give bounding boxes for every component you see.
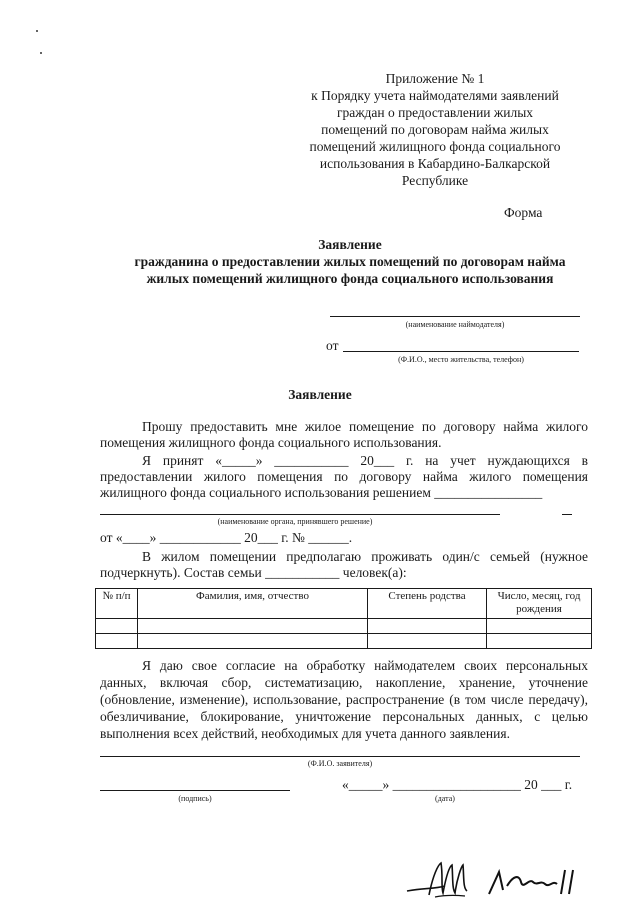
- date-line[interactable]: «_____» ___________________ 20 ___ г.: [342, 777, 573, 792]
- family-line: В жилом помещении предполагаю проживать один/с семьей (нужное: [142, 549, 588, 564]
- annex-line: помещений жилищного фонда социального: [309, 139, 561, 154]
- table-cell[interactable]: [487, 634, 592, 649]
- date-caption: (дата): [435, 794, 455, 803]
- decision-body-line[interactable]: [100, 514, 500, 515]
- header-cell-name: Фамилия, имя, отчество: [138, 589, 368, 619]
- registration-line: Я принят «_____» ___________ 20___ г. на учет нуждающихся в: [142, 453, 588, 468]
- heading-title: Заявление: [318, 237, 382, 252]
- request-paragraph: Прошу предоставить мне жилое помещение по договору найма жилого помещения жилищного фонда социального использования.: [100, 419, 588, 450]
- annex-line: к Порядку учета наймодателями заявлений: [311, 88, 559, 103]
- decision-body-line-end: [562, 514, 572, 515]
- table-cell[interactable]: [368, 634, 487, 649]
- annex-line: граждан о предоставлении жилых: [336, 105, 534, 120]
- annex-line: использования в Кабардино-Балкарской: [319, 156, 551, 171]
- consent-paragraph: Я даю свое согласие на обработку наймодателем своих персональных данных, включая сбор, систематизацию, накопление, хранение, уточнение (обновление, изменение), использование, распространение (в том числе передачу), обезличивание, блокирование, уничтожение персональных данных, с целью выполнения всех действий, необходимых для учета данного заявления.: [100, 658, 588, 741]
- subtitle: Заявление: [288, 387, 352, 402]
- header-cell-birthdate: Число, месяц, год рождения: [487, 589, 592, 619]
- scan-speck: [36, 30, 38, 32]
- table-cell[interactable]: [487, 619, 592, 634]
- document-heading: [60, 236, 640, 287]
- signature-caption: (подпись): [178, 794, 212, 803]
- landlord-caption: (наименование наймодателя): [405, 320, 505, 329]
- scan-speck: [40, 52, 42, 54]
- table-cell[interactable]: [138, 634, 368, 649]
- decision-body-caption: (наименование органа, принявшего решение): [217, 517, 373, 526]
- signature-line[interactable]: [100, 790, 290, 791]
- applicant-details-caption: (Ф.И.О., место жительства, телефон): [398, 355, 524, 364]
- header-cell-relation: Степень родства: [368, 589, 487, 619]
- table-header-row: [96, 589, 592, 619]
- registration-line: жилищного фонда социального использования решением ________________: [100, 485, 543, 500]
- applicant-details-line[interactable]: [343, 351, 579, 352]
- from-label: от: [326, 338, 339, 353]
- table-cell[interactable]: [96, 619, 138, 634]
- table-row: [96, 619, 592, 634]
- handwritten-signature: [485, 860, 585, 900]
- heading-line: гражданина о предоставлении жилых помещений по договорам найма: [134, 254, 566, 269]
- decision-date-line: от «____» ____________ 20___ г. № ______.: [100, 530, 353, 545]
- handwritten-initials: [405, 855, 480, 900]
- landlord-name-line[interactable]: [330, 316, 580, 317]
- registration-line: предоставлении жилого помещения по договору найма жилого помещения: [100, 469, 588, 484]
- annex-line: Республике: [401, 173, 469, 188]
- annex-line: помещений по договорам найма жилых: [321, 122, 549, 137]
- table-cell[interactable]: [368, 619, 487, 634]
- family-line: подчеркнуть). Состав семьи ___________ человек(а):: [100, 565, 407, 580]
- annex-block: [300, 70, 570, 189]
- table-cell[interactable]: [96, 634, 138, 649]
- form-label: Форма: [504, 205, 543, 220]
- annex-line: Приложение № 1: [385, 71, 485, 86]
- applicant-name-caption: (Ф.И.О. заявителя): [307, 759, 373, 768]
- family-members-table: [95, 588, 592, 649]
- applicant-name-line[interactable]: [100, 756, 580, 757]
- table-cell[interactable]: [138, 619, 368, 634]
- heading-line: жилых помещений жилищного фонда социального использования: [146, 271, 554, 286]
- header-cell-number: № п/п: [96, 589, 138, 619]
- table-row: [96, 634, 592, 649]
